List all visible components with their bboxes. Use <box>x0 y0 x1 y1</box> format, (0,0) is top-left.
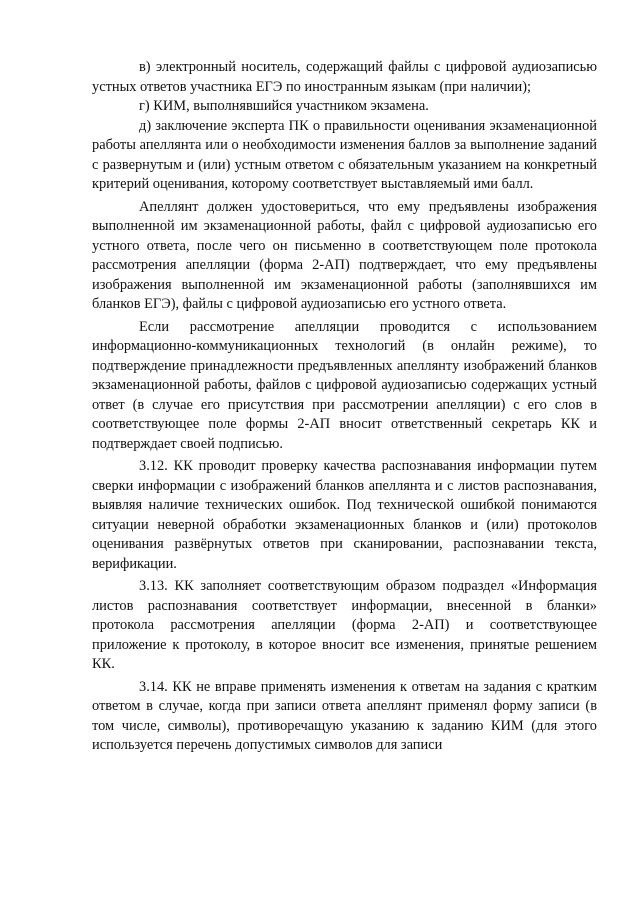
paragraph-3-12: 3.12. КК проводит проверку качества распознавания информации путем сверки информации с изображений бланков апеллянта и с листов распознавания, выявляя наличие технических ошибок. Под технической ошибкой понимаются ситуации неверной обработки экзаменационных бланков и (или) протоколов оценивания развёрнутых ответов при сканировании, распознавании текста, верификации. <box>92 458 597 572</box>
paragraph-3-13: 3.13. КК заполняет соответствующим образом подраздел «Информация листов распознавания соответствует информации, внесенной в бланки» протокола рассмотрения апелляции (форма 2-АП) и соответствующее приложение к протоколу, в которое вносит все изменения, принятые решением КК. <box>92 578 597 672</box>
document-page <box>92 58 597 756</box>
paragraph-item-v: в) электронный носитель, содержащий файлы с цифровой аудиозаписью устных ответов участника ЕГЭ по иностранным языкам (при наличии); <box>92 59 597 95</box>
paragraph-online-mode: Если рассмотрение апелляции проводится с использованием информационно-коммуникационных технологий (в онлайн режиме), то подтверждение принадлежности предъявленных апеллянту изображений бланков экзаменационной работы, файлов с цифровой аудиозаписью содержащих устный ответ (в случае его присутствия при рассмотрении апелляции) с его слов в соответствующее поле формы 2-АП вносит ответственный секретарь КК и подтверждает своей подписью. <box>92 318 597 452</box>
paragraph-appellant-verification: Апеллянт должен удостовериться, что ему предъявлены изображения выполненной им экзаменационной работы, файл с цифровой аудиозаписью его устного ответа, после чего он письменно в соответствующем поле протокола рассмотрения апелляции (форма 2-АП) подтверждает, что ему предъявлены изображения выполненной им экзаменационной работы (заполнявшихся им бланков ЕГЭ), файлы с цифровой аудиозаписью его устного ответа. <box>92 198 597 312</box>
paragraph-item-d: д) заключение эксперта ПК о правильности оценивания экзаменационной работы апеллянта или о необходимости изменения баллов за выполнение заданий с развернутым и (или) устным ответом с обязательным указанием на конкретный критерий оценивания, которому соответствует выставляемый ими балл. <box>92 117 597 192</box>
paragraph-item-g: г) КИМ, выполнявшийся участником экзамена. <box>139 98 429 114</box>
paragraph-3-14: 3.14. КК не вправе применять изменения к ответам на задания с кратким ответом в случае, когда при записи ответа апеллянт применял форму записи (в том числе, символы), противоречащую указанию к заданию КИМ (для этого используется перечень допустимых символов для записи <box>92 678 597 753</box>
